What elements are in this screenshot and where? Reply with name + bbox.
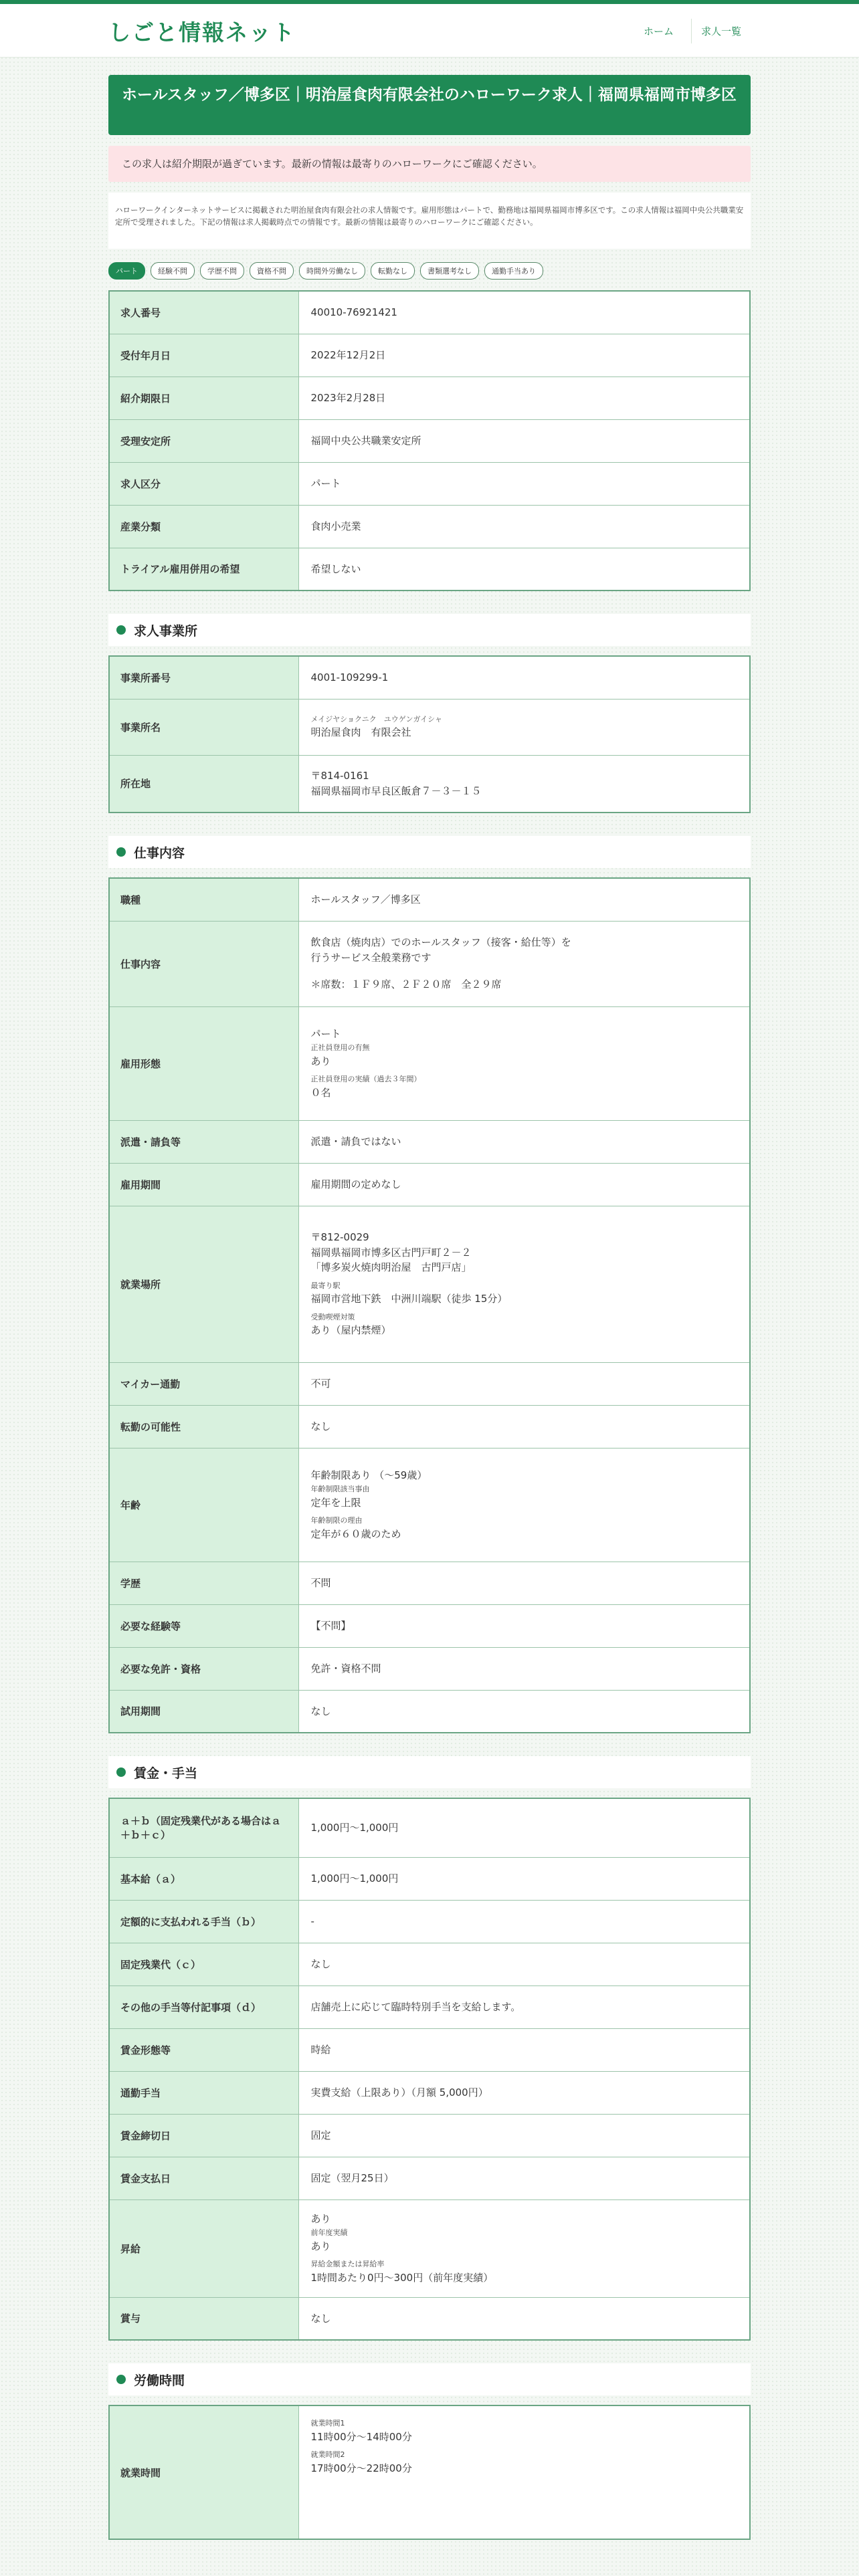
row-value: 実費支給（上限あり）（月額 5,000円） bbox=[298, 2071, 750, 2114]
bullet-dot-icon bbox=[116, 625, 126, 635]
table-row bbox=[109, 2297, 750, 2340]
row-value: 希望しない bbox=[298, 548, 750, 591]
table-row bbox=[109, 548, 750, 591]
table-row bbox=[109, 2157, 750, 2199]
raise-value: あり bbox=[310, 2212, 331, 2225]
section-heading-employer bbox=[108, 614, 751, 646]
place-name: 「博多炭火焼肉明治屋 古門戸店」 bbox=[310, 1261, 472, 1274]
sub-value: あり（屋内禁煙） bbox=[310, 1324, 391, 1337]
company-kana: メイジヤショクニク ユウゲンガイシャ bbox=[310, 714, 442, 724]
table-row bbox=[109, 1448, 750, 1562]
row-label: 受理安定所 bbox=[109, 419, 298, 462]
address: 福岡県福岡市早良区飯倉７－３－１５ bbox=[310, 784, 482, 797]
sub-label: 最寄り駅 bbox=[310, 1281, 341, 1290]
row-value: 食肉小売業 bbox=[298, 505, 750, 548]
sub-label: 受動喫煙対策 bbox=[310, 1312, 355, 1321]
row-value bbox=[298, 1006, 750, 1120]
table-row bbox=[109, 1943, 750, 1985]
row-label: 事業所番号 bbox=[109, 656, 298, 699]
row-label: 固定残業代（ｃ） bbox=[109, 1943, 298, 1985]
row-value bbox=[298, 921, 750, 1006]
table-row bbox=[109, 419, 750, 462]
sub-value: 定年を上限 bbox=[310, 1496, 361, 1509]
row-value: - bbox=[298, 1900, 750, 1943]
site-logo[interactable]: しごと情報ネット bbox=[108, 19, 296, 45]
row-value: 不問 bbox=[298, 1562, 750, 1604]
row-value bbox=[298, 1448, 750, 1562]
section-heading-work bbox=[108, 836, 751, 868]
sub-label: 昇給金額または昇給率 bbox=[310, 2260, 385, 2269]
row-value: 免許・資格不問 bbox=[298, 1647, 750, 1690]
desc-line: 飲食店（焼肉店）でのホールスタッフ（接客・給仕等）を bbox=[310, 936, 571, 949]
tag-item: 転勤なし bbox=[371, 262, 415, 280]
expired-alert: この求人は紹介期限が過ぎています。最新の情報は最寄りのハローワークにご確認ください。 bbox=[108, 146, 751, 182]
nav-home-link[interactable]: ホーム bbox=[643, 25, 674, 37]
company-name: 明治屋食肉 有限会社 bbox=[310, 726, 411, 738]
row-value: 不可 bbox=[298, 1362, 750, 1405]
tag-list bbox=[108, 262, 751, 280]
work-table bbox=[108, 877, 751, 1733]
sub-label: 正社員登用の実績（過去３年間） bbox=[310, 1075, 421, 1084]
table-row bbox=[109, 1206, 750, 1362]
row-label: 学歴 bbox=[109, 1562, 298, 1604]
table-row bbox=[109, 2071, 750, 2114]
row-label: 雇用期間 bbox=[109, 1163, 298, 1206]
row-label: 派遣・請負等 bbox=[109, 1120, 298, 1163]
section-heading-hours bbox=[108, 2363, 751, 2395]
table-row bbox=[109, 1405, 750, 1448]
row-label: 昇給 bbox=[109, 2199, 298, 2297]
table-row bbox=[109, 2114, 750, 2157]
row-label: 必要な経験等 bbox=[109, 1604, 298, 1647]
row-value bbox=[298, 699, 750, 755]
table-row bbox=[109, 505, 750, 548]
row-value: 福岡中央公共職業安定所 bbox=[298, 419, 750, 462]
table-row bbox=[109, 2405, 750, 2539]
row-label: 産業分類 bbox=[109, 505, 298, 548]
page-title: ホールスタッフ／博多区｜明治屋食肉有限会社のハローワーク求人｜福岡県福岡市博多区 bbox=[108, 75, 751, 135]
row-label: 紹介期限日 bbox=[109, 377, 298, 419]
table-row bbox=[109, 699, 750, 755]
section-heading-text: 賃金・手当 bbox=[134, 1765, 198, 1781]
row-value: ホールスタッフ／博多区 bbox=[298, 878, 750, 921]
sub-value: あり bbox=[310, 2240, 331, 2252]
age-limit: 年齢制限あり （～59歳） bbox=[310, 1469, 427, 1481]
row-value bbox=[298, 1206, 750, 1362]
desc-line: ＊席数：１Ｆ９席、２Ｆ２０席 全２９席 bbox=[310, 978, 502, 991]
row-label: 事業所名 bbox=[109, 699, 298, 755]
sub-label: 正社員登用の有無 bbox=[310, 1043, 370, 1053]
row-value: 2023年2月28日 bbox=[298, 377, 750, 419]
table-row bbox=[109, 921, 750, 1006]
row-label: 所在地 bbox=[109, 755, 298, 813]
sub-label: 就業時間1 bbox=[310, 2419, 345, 2428]
row-value: なし bbox=[298, 1405, 750, 1448]
section-heading-text: 求人事業所 bbox=[134, 623, 198, 639]
row-label: 求人区分 bbox=[109, 462, 298, 505]
table-row bbox=[109, 1798, 750, 1857]
table-row bbox=[109, 1857, 750, 1900]
table-row bbox=[109, 1163, 750, 1206]
tag-item: 通勤手当あり bbox=[484, 262, 543, 280]
row-label: トライアル雇用併用の希望 bbox=[109, 548, 298, 591]
row-value bbox=[298, 755, 750, 813]
row-value: 【不問】 bbox=[298, 1604, 750, 1647]
row-label: 求人番号 bbox=[109, 291, 298, 334]
table-row bbox=[109, 1120, 750, 1163]
table-row bbox=[109, 462, 750, 505]
row-value: なし bbox=[298, 1943, 750, 1985]
bullet-dot-icon bbox=[116, 847, 126, 857]
row-label: 賃金形態等 bbox=[109, 2028, 298, 2071]
table-row bbox=[109, 1690, 750, 1733]
sub-label: 前年度実績 bbox=[310, 2228, 348, 2238]
row-label: 試用期間 bbox=[109, 1690, 298, 1733]
row-label: 定額的に支払われる手当（ｂ） bbox=[109, 1900, 298, 1943]
row-label: 賃金支払日 bbox=[109, 2157, 298, 2199]
hours-table bbox=[108, 2405, 751, 2540]
row-value: 1,000円〜1,000円 bbox=[298, 1798, 750, 1857]
section-heading-text: 仕事内容 bbox=[134, 845, 185, 861]
desc-line: 行うサービス全般業務です bbox=[310, 951, 432, 964]
row-value: 時給 bbox=[298, 2028, 750, 2071]
row-value: 40010-76921421 bbox=[298, 291, 750, 334]
row-value: 固定（翌月25日） bbox=[298, 2157, 750, 2199]
employer-table bbox=[108, 655, 751, 813]
row-label: 就業場所 bbox=[109, 1206, 298, 1362]
table-row bbox=[109, 1647, 750, 1690]
table-row bbox=[109, 291, 750, 334]
table-row bbox=[109, 878, 750, 921]
row-value: パート bbox=[298, 462, 750, 505]
row-value: なし bbox=[298, 2297, 750, 2340]
table-row bbox=[109, 1604, 750, 1647]
sub-label: 年齢制限の理由 bbox=[310, 1516, 363, 1525]
row-value: 4001-109299-1 bbox=[298, 656, 750, 699]
tag-item: 時間外労働なし bbox=[299, 262, 365, 280]
tag-item: 経験不問 bbox=[151, 262, 195, 280]
row-value bbox=[298, 2199, 750, 2297]
row-label: 通勤手当 bbox=[109, 2071, 298, 2114]
row-label: 転勤の可能性 bbox=[109, 1405, 298, 1448]
wage-table bbox=[108, 1798, 751, 2341]
row-label: 必要な免許・資格 bbox=[109, 1647, 298, 1690]
row-label: 年齢 bbox=[109, 1448, 298, 1562]
table-row bbox=[109, 334, 750, 377]
row-value bbox=[298, 2405, 750, 2539]
section-heading-text: 労働時間 bbox=[134, 2373, 185, 2388]
table-row bbox=[109, 2028, 750, 2071]
row-label: 賞与 bbox=[109, 2297, 298, 2340]
row-label: マイカー通勤 bbox=[109, 1362, 298, 1405]
row-label: その他の手当等付記事項（ｄ） bbox=[109, 1985, 298, 2028]
table-row bbox=[109, 1900, 750, 1943]
bullet-dot-icon bbox=[116, 2375, 126, 2384]
top-nav bbox=[634, 19, 751, 43]
row-value: 店舗売上に応じて臨時特別手当を支給します。 bbox=[298, 1985, 750, 2028]
row-label: 賃金締切日 bbox=[109, 2114, 298, 2157]
table-row bbox=[109, 1985, 750, 2028]
row-label: ａ＋ｂ（固定残業代がある場合はａ＋ｂ＋ｃ） bbox=[109, 1798, 298, 1857]
table-row bbox=[109, 377, 750, 419]
row-label: 基本給（ａ） bbox=[109, 1857, 298, 1900]
bullet-dot-icon bbox=[116, 1767, 126, 1777]
sub-value: 17時00分〜22時00分 bbox=[310, 2462, 412, 2474]
section-heading-wage bbox=[108, 1756, 751, 1788]
row-value: 雇用期間の定めなし bbox=[298, 1163, 750, 1206]
sub-label: 就業時間2 bbox=[310, 2450, 345, 2459]
row-label: 雇用形態 bbox=[109, 1006, 298, 1120]
table-row bbox=[109, 1006, 750, 1120]
table-row bbox=[109, 656, 750, 699]
place-postal-code: 〒812-0029 bbox=[310, 1231, 369, 1244]
employment-type: パート bbox=[310, 1027, 341, 1040]
nav-job-list-link[interactable]: 求人一覧 bbox=[691, 19, 751, 43]
row-label: 受付年月日 bbox=[109, 334, 298, 377]
sub-value: ０名 bbox=[310, 1086, 331, 1099]
intro-text: ハローワークインターネットサービスに掲載された明治屋食肉有限会社の求人情報です。雇用形態はパートで、勤務地は福岡県福岡市博多区です。この求人情報は福岡中央公共職業安定所で受理されました。下記の情報は求人掲載時点での情報です。最新の情報は最寄りのハローワークにご確認ください。 bbox=[108, 193, 751, 249]
row-value: 1,000円〜1,000円 bbox=[298, 1857, 750, 1900]
sub-value: 1時間あたり0円〜300円（前年度実績） bbox=[310, 2271, 494, 2284]
sub-label: 年齢制限該当事由 bbox=[310, 1485, 370, 1494]
sub-value: 11時00分〜14時00分 bbox=[310, 2430, 412, 2443]
row-value: 固定 bbox=[298, 2114, 750, 2157]
row-value: なし bbox=[298, 1690, 750, 1733]
row-label: 仕事内容 bbox=[109, 921, 298, 1006]
tag-item: パート bbox=[108, 262, 145, 280]
tag-item: 学歴不問 bbox=[200, 262, 244, 280]
row-value: 派遣・請負ではない bbox=[298, 1120, 750, 1163]
postal-code: 〒814-0161 bbox=[310, 770, 369, 782]
tag-item: 書類選考なし bbox=[420, 262, 479, 280]
sub-value: 定年が６０歳のため bbox=[310, 1527, 401, 1540]
row-value: 2022年12月2日 bbox=[298, 334, 750, 377]
tag-item: 資格不問 bbox=[250, 262, 294, 280]
table-row bbox=[109, 1562, 750, 1604]
row-label: 職種 bbox=[109, 878, 298, 921]
table-row bbox=[109, 2199, 750, 2297]
sub-value: あり bbox=[310, 1055, 331, 1067]
summary-table bbox=[108, 290, 751, 591]
table-row bbox=[109, 755, 750, 813]
sub-value: 福岡市営地下鉄 中洲川端駅（徒歩 15分） bbox=[310, 1293, 508, 1305]
row-label: 就業時間 bbox=[109, 2405, 298, 2539]
site-header bbox=[0, 0, 859, 58]
table-row bbox=[109, 1362, 750, 1405]
place-address: 福岡県福岡市博多区古門戸町２－２ bbox=[310, 1246, 472, 1259]
